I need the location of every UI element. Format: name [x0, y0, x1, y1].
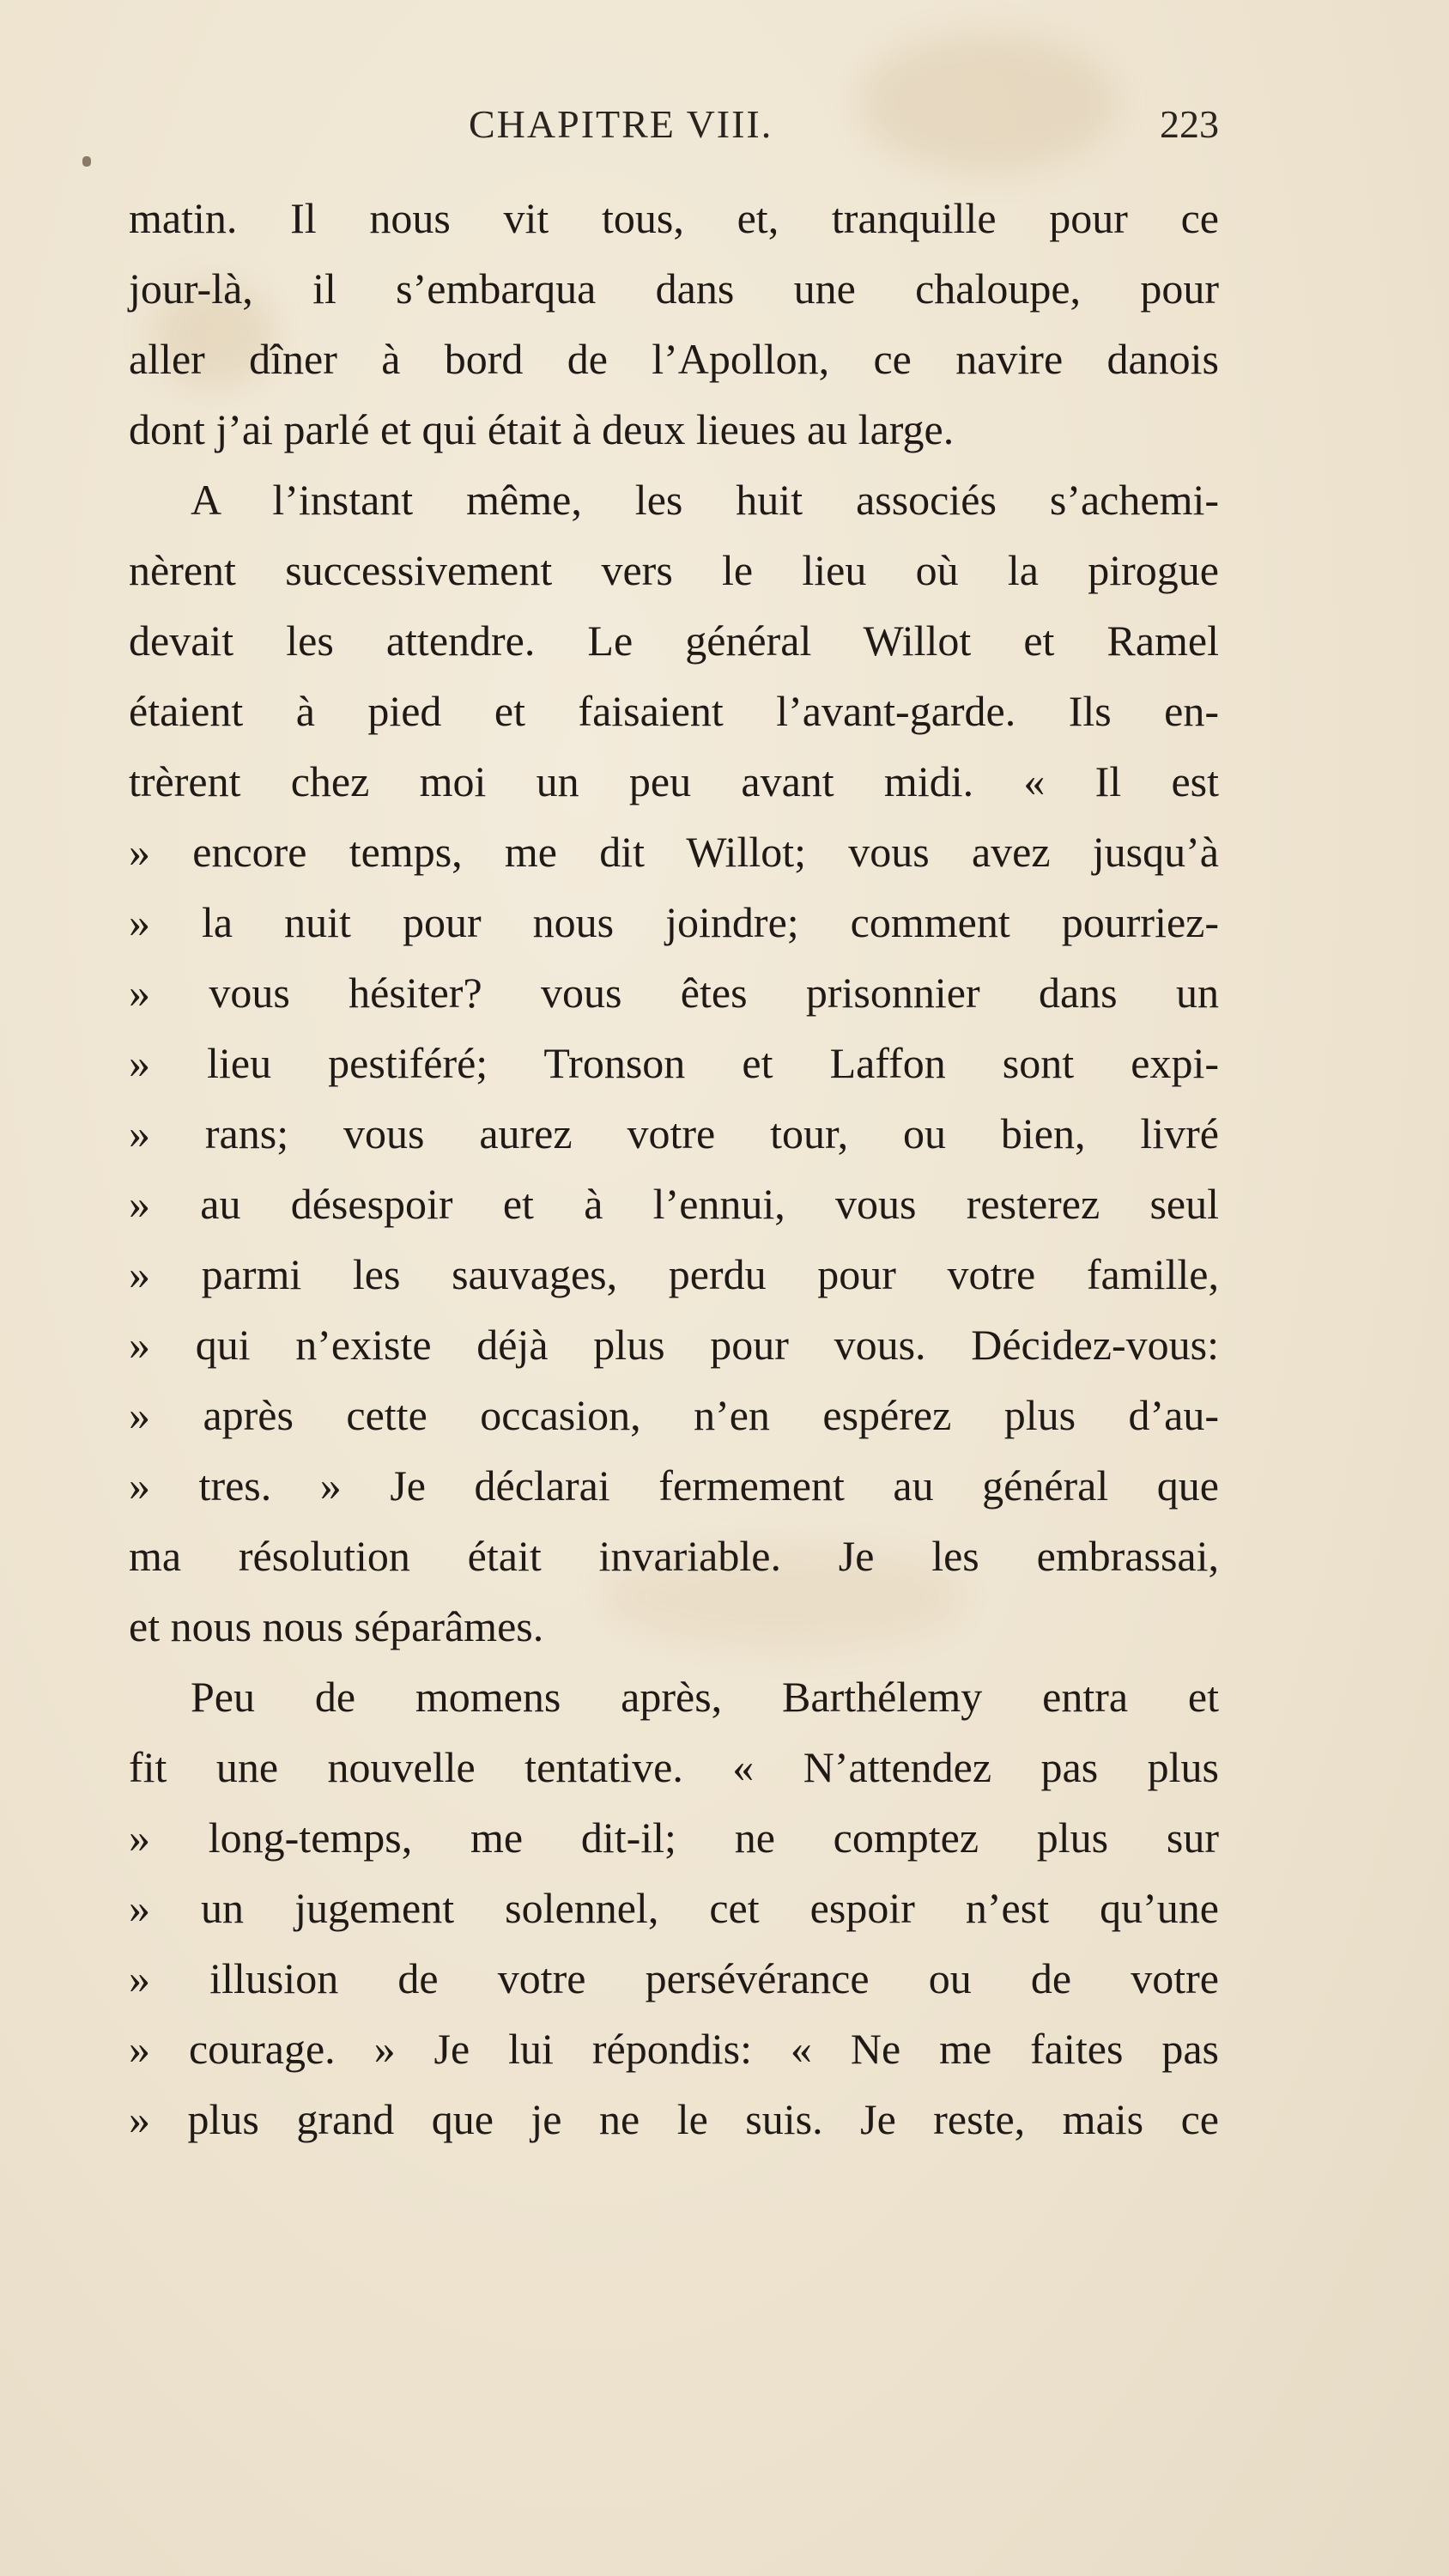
text-line: nèrent successivement vers le lieu où la pirogue: [129, 546, 1219, 594]
text-line: devait les attendre. Le général Willot et Ramel: [129, 617, 1219, 665]
running-head: CHAPITRE VIII.: [469, 102, 773, 146]
text-line: dont j’ai parlé et qui était à deux lieues au large.: [129, 405, 955, 453]
text-line: » tres. » Je déclarai fermement au général que: [129, 1461, 1219, 1510]
text-line: » après cette occasion, n’en espérez plus d’au-: [129, 1391, 1219, 1439]
text-line: matin. Il nous vit tous, et, tranquille pour ce: [129, 194, 1219, 242]
text-line: A l’instant même, les huit associés s’achemi-: [191, 476, 1219, 524]
text-line: » parmi les sauvages, perdu pour votre famille,: [129, 1250, 1219, 1298]
text-line: aller dîner à bord de l’Apollon, ce navire danois: [129, 335, 1219, 383]
text-line: » la nuit pour nous joindre; comment pourriez-: [129, 898, 1219, 946]
text-line: ma résolution était invariable. Je les embrassai,: [129, 1532, 1219, 1580]
text-line: » lieu pestiféré; Tronson et Laffon sont expi-: [129, 1039, 1219, 1087]
page-number: 223: [1160, 102, 1219, 146]
text-line: » courage. » Je lui répondis: « Ne me faites pas: [129, 2025, 1219, 2073]
text-line: fit une nouvelle tentative. « N’attendez pas plus: [129, 1743, 1219, 1791]
text-line: » rans; vous aurez votre tour, ou bien, livré: [129, 1109, 1219, 1157]
text-line: et nous nous séparâmes.: [129, 1602, 544, 1650]
text-line: » un jugement solennel, cet espoir n’est qu’une: [129, 1884, 1219, 1932]
text-line: » illusion de votre persévérance ou de votre: [129, 1954, 1219, 2002]
text-line: » qui n’existe déjà plus pour vous. Décidez-vous:: [129, 1321, 1219, 1369]
paper-fleck: [82, 156, 91, 167]
text-line: Peu de momens après, Barthélemy entra et: [191, 1673, 1219, 1721]
body-text: [129, 183, 1219, 2154]
text-line: étaient à pied et faisaient l’avant-garde. Ils en-: [129, 687, 1219, 735]
text-line: » vous hésiter? vous êtes prisonnier dans un: [129, 969, 1219, 1017]
text-line: » long-temps, me dit-il; ne comptez plus sur: [129, 1814, 1219, 1862]
text-line: » encore temps, me dit Willot; vous avez jusqu’à: [129, 828, 1219, 876]
text-line: » plus grand que je ne le suis. Je reste, mais ce: [129, 2095, 1219, 2143]
text-line: » au désespoir et à l’ennui, vous resterez seul: [129, 1180, 1219, 1228]
page-header: [129, 101, 1219, 161]
text-line: trèrent chez moi un peu avant midi. « Il est: [129, 757, 1219, 805]
text-line: jour-là, il s’embarqua dans une chaloupe, pour: [129, 264, 1219, 313]
